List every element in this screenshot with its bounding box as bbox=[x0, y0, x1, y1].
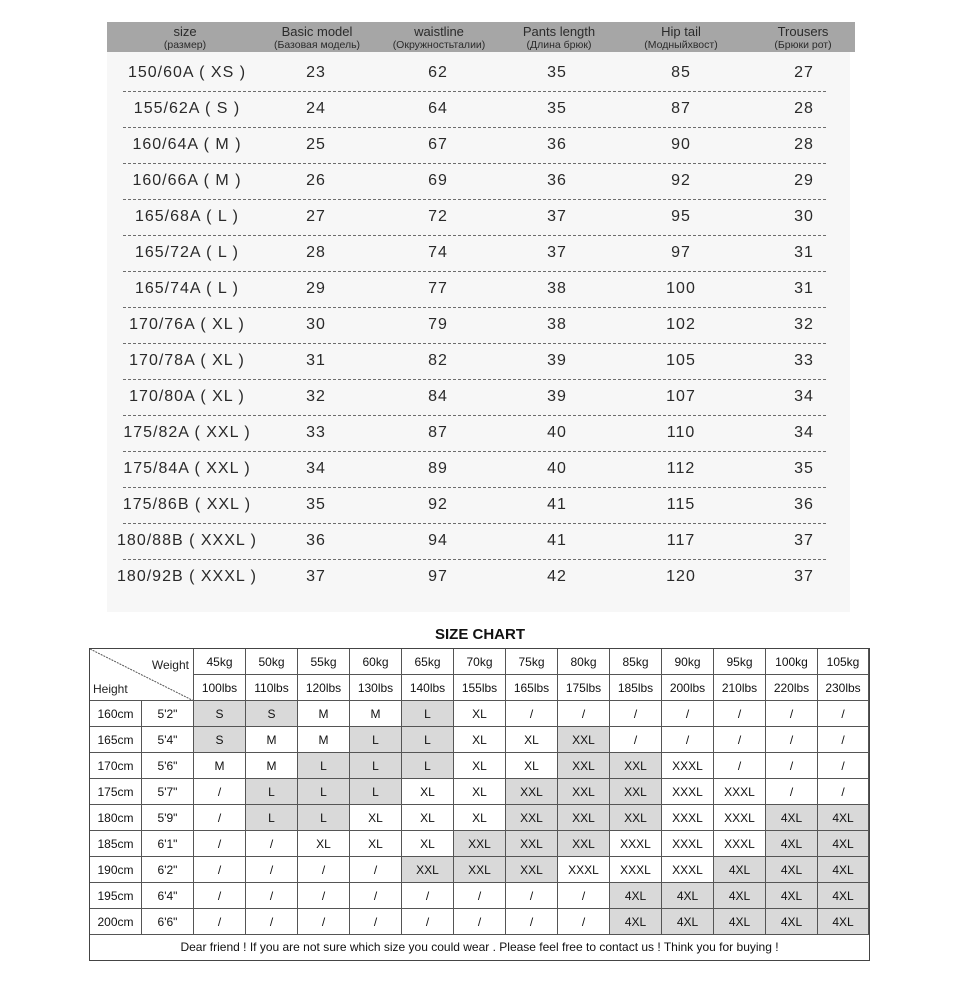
height-ft-label: 5'4" bbox=[142, 727, 194, 753]
table-cell: 82 bbox=[428, 352, 448, 369]
table-cell: 37 bbox=[547, 208, 567, 225]
size-cell: 4XL bbox=[766, 883, 818, 909]
size-cell: L bbox=[350, 753, 402, 779]
table-cell: 29 bbox=[306, 280, 326, 297]
size-cell: / bbox=[558, 701, 610, 727]
weight-lbs-header: 165lbs bbox=[506, 675, 558, 701]
table-cell: 36 bbox=[794, 496, 814, 513]
size-cell: M bbox=[246, 727, 298, 753]
table-row bbox=[107, 380, 850, 416]
size-cell: XXL bbox=[558, 779, 610, 805]
table-cell: 90 bbox=[671, 136, 691, 153]
size-cell: XL bbox=[298, 831, 350, 857]
size-chart-grid bbox=[89, 648, 870, 961]
size-cell: XXL bbox=[402, 857, 454, 883]
size-cell: XL bbox=[506, 727, 558, 753]
size-cell: 4XL bbox=[610, 883, 662, 909]
height-cm-label: 175cm bbox=[90, 779, 142, 805]
height-cm-label: 165cm bbox=[90, 727, 142, 753]
height-cm-label: 180cm bbox=[90, 805, 142, 831]
table-cell: 37 bbox=[306, 568, 326, 585]
column-header bbox=[130, 23, 240, 51]
size-cell: / bbox=[454, 909, 506, 935]
table-cell: 31 bbox=[794, 244, 814, 261]
weight-lbs-header: 175lbs bbox=[558, 675, 610, 701]
table-cell: 92 bbox=[671, 172, 691, 189]
table-cell: 72 bbox=[428, 208, 448, 225]
weight-lbs-header: 100lbs bbox=[194, 675, 246, 701]
weight-lbs-header: 220lbs bbox=[766, 675, 818, 701]
size-cell: 4XL bbox=[714, 883, 766, 909]
table-cell: 94 bbox=[428, 532, 448, 549]
table-row bbox=[107, 128, 850, 164]
size-cell: XXL bbox=[454, 857, 506, 883]
size-cell: L bbox=[402, 727, 454, 753]
size-cell: XXXL bbox=[714, 805, 766, 831]
size-cell: XXL bbox=[558, 831, 610, 857]
table-row bbox=[107, 344, 850, 380]
size-cell: / bbox=[766, 779, 818, 805]
table-cell: 95 bbox=[671, 208, 691, 225]
table-row bbox=[107, 56, 850, 92]
table-cell: 27 bbox=[794, 64, 814, 81]
size-cell: L bbox=[246, 805, 298, 831]
table-row bbox=[107, 524, 850, 560]
table-cell: 41 bbox=[547, 496, 567, 513]
weight-kg-header: 90kg bbox=[662, 649, 714, 675]
table-cell: 165/68A ( L ) bbox=[134, 208, 240, 225]
column-header-subtitle: (размер) bbox=[163, 39, 207, 51]
table-cell: 175/82A ( XXL ) bbox=[123, 424, 251, 441]
table-row bbox=[107, 416, 850, 452]
table-cell: 87 bbox=[671, 100, 691, 117]
column-header-subtitle: (Окружностьталии) bbox=[392, 39, 486, 51]
size-cell: XXL bbox=[610, 779, 662, 805]
table-cell: 165/72A ( L ) bbox=[134, 244, 240, 261]
size-cell: / bbox=[714, 727, 766, 753]
column-header-label: size bbox=[173, 24, 197, 39]
height-cm-label: 185cm bbox=[90, 831, 142, 857]
height-ft-label: 6'1" bbox=[142, 831, 194, 857]
size-cell: XXL bbox=[558, 753, 610, 779]
size-cell: XXXL bbox=[662, 831, 714, 857]
table-cell: 31 bbox=[306, 352, 326, 369]
table-cell: 64 bbox=[428, 100, 448, 117]
size-cell: XXXL bbox=[662, 857, 714, 883]
size-cell: / bbox=[298, 909, 350, 935]
table-cell: 37 bbox=[547, 244, 567, 261]
table-cell: 77 bbox=[428, 280, 448, 297]
table-row bbox=[107, 452, 850, 488]
size-cell: / bbox=[194, 909, 246, 935]
table-cell: 170/76A ( XL ) bbox=[129, 316, 245, 333]
size-cell: / bbox=[506, 701, 558, 727]
table-cell: 92 bbox=[428, 496, 448, 513]
table-cell: 150/60A ( XS ) bbox=[127, 64, 247, 81]
table-cell: 105 bbox=[666, 352, 696, 369]
height-cm-label: 195cm bbox=[90, 883, 142, 909]
table-cell: 102 bbox=[666, 316, 696, 333]
size-cell: 4XL bbox=[662, 909, 714, 935]
weight-kg-header: 70kg bbox=[454, 649, 506, 675]
table-cell: 39 bbox=[547, 388, 567, 405]
table-cell: 112 bbox=[666, 460, 696, 477]
size-cell: XXL bbox=[506, 779, 558, 805]
size-cell: 4XL bbox=[766, 805, 818, 831]
size-cell: / bbox=[350, 857, 402, 883]
table-cell: 79 bbox=[428, 316, 448, 333]
size-cell: M bbox=[298, 701, 350, 727]
size-cell: 4XL bbox=[766, 857, 818, 883]
height-ft-label: 5'2" bbox=[142, 701, 194, 727]
size-cell: 4XL bbox=[714, 857, 766, 883]
size-cell: L bbox=[246, 779, 298, 805]
column-header-label: Trousers bbox=[777, 24, 829, 39]
column-header bbox=[379, 23, 499, 51]
table-cell: 120 bbox=[666, 568, 696, 585]
height-ft-label: 5'6" bbox=[142, 753, 194, 779]
table-row bbox=[107, 236, 850, 272]
column-header-subtitle: (Брюки рот) bbox=[774, 39, 832, 51]
size-cell: / bbox=[194, 831, 246, 857]
table-cell: 84 bbox=[428, 388, 448, 405]
size-cell: / bbox=[402, 909, 454, 935]
table-cell: 180/88B ( XXXL ) bbox=[117, 532, 257, 549]
height-cm-label: 190cm bbox=[90, 857, 142, 883]
height-cm-label: 170cm bbox=[90, 753, 142, 779]
size-cell: / bbox=[766, 753, 818, 779]
size-cell: XXXL bbox=[662, 779, 714, 805]
size-cell: XL bbox=[454, 779, 506, 805]
table-cell: 26 bbox=[306, 172, 326, 189]
size-cell: L bbox=[402, 701, 454, 727]
size-cell: / bbox=[558, 909, 610, 935]
table-cell: 67 bbox=[428, 136, 448, 153]
table-cell: 89 bbox=[428, 460, 448, 477]
size-cell: XXXL bbox=[558, 857, 610, 883]
table-cell: 62 bbox=[428, 64, 448, 81]
weight-kg-header: 75kg bbox=[506, 649, 558, 675]
size-cell: 4XL bbox=[818, 909, 869, 935]
height-ft-label: 6'4" bbox=[142, 883, 194, 909]
table-cell: 34 bbox=[794, 424, 814, 441]
table-cell: 27 bbox=[306, 208, 326, 225]
table-cell: 37 bbox=[794, 568, 814, 585]
size-cell: XXXL bbox=[610, 831, 662, 857]
table-cell: 160/64A ( M ) bbox=[132, 136, 242, 153]
size-chart-title: SIZE CHART bbox=[435, 626, 525, 643]
weight-axis-label: Weight bbox=[151, 658, 189, 672]
size-cell: L bbox=[350, 779, 402, 805]
table-cell: 25 bbox=[306, 136, 326, 153]
height-axis-label: Height bbox=[93, 682, 128, 696]
column-header bbox=[257, 23, 377, 51]
table-cell: 117 bbox=[666, 532, 696, 549]
size-cell: / bbox=[246, 831, 298, 857]
table-cell: 35 bbox=[306, 496, 326, 513]
table-cell: 85 bbox=[671, 64, 691, 81]
table-cell: 175/86B ( XXL ) bbox=[122, 496, 252, 513]
weight-lbs-header: 110lbs bbox=[246, 675, 298, 701]
column-header-subtitle: (Модныйхвост) bbox=[644, 39, 718, 51]
weight-lbs-header: 120lbs bbox=[298, 675, 350, 701]
table-cell: 33 bbox=[306, 424, 326, 441]
size-cell: L bbox=[298, 805, 350, 831]
table-cell: 97 bbox=[671, 244, 691, 261]
table-cell: 107 bbox=[666, 388, 696, 405]
table-cell: 97 bbox=[428, 568, 448, 585]
size-cell: XXL bbox=[558, 805, 610, 831]
weight-kg-header: 45kg bbox=[194, 649, 246, 675]
size-cell: L bbox=[350, 727, 402, 753]
table-cell: 35 bbox=[794, 460, 814, 477]
contact-note: Dear friend ! If you are not sure which size you could wear . Please feel free to contact us ! Think you for buying ! bbox=[180, 940, 779, 954]
table-cell: 42 bbox=[547, 568, 567, 585]
weight-kg-header: 60kg bbox=[350, 649, 402, 675]
size-cell: / bbox=[818, 727, 869, 753]
table-cell: 40 bbox=[547, 460, 567, 477]
table-cell: 38 bbox=[547, 316, 567, 333]
table-cell: 36 bbox=[547, 172, 567, 189]
table-cell: 41 bbox=[547, 532, 567, 549]
weight-kg-header: 50kg bbox=[246, 649, 298, 675]
size-cell: S bbox=[194, 727, 246, 753]
weight-kg-header: 100kg bbox=[766, 649, 818, 675]
column-header bbox=[499, 23, 619, 51]
size-cell: XXL bbox=[610, 805, 662, 831]
size-cell: 4XL bbox=[766, 909, 818, 935]
weight-kg-header: 85kg bbox=[610, 649, 662, 675]
weight-lbs-header: 200lbs bbox=[662, 675, 714, 701]
table-cell: 115 bbox=[666, 496, 696, 513]
table-cell: 30 bbox=[794, 208, 814, 225]
size-cell: XXL bbox=[558, 727, 610, 753]
table-cell: 175/84A ( XXL ) bbox=[123, 460, 251, 477]
size-cell: / bbox=[298, 857, 350, 883]
size-cell: / bbox=[558, 883, 610, 909]
size-cell: XL bbox=[454, 701, 506, 727]
size-cell: XL bbox=[454, 805, 506, 831]
size-cell: M bbox=[194, 753, 246, 779]
size-cell: XL bbox=[350, 805, 402, 831]
table-cell: 35 bbox=[547, 64, 567, 81]
size-cell: 4XL bbox=[714, 909, 766, 935]
size-cell: / bbox=[350, 883, 402, 909]
size-cell: XXXL bbox=[662, 753, 714, 779]
size-cell: XL bbox=[454, 727, 506, 753]
table-cell: 23 bbox=[306, 64, 326, 81]
height-ft-label: 5'9" bbox=[142, 805, 194, 831]
table-cell: 28 bbox=[794, 136, 814, 153]
size-table-header bbox=[107, 22, 855, 52]
column-header-subtitle: (Длина брюк) bbox=[526, 39, 592, 51]
size-cell: XXL bbox=[454, 831, 506, 857]
size-measurement-table bbox=[107, 22, 850, 612]
table-cell: 100 bbox=[666, 280, 696, 297]
weight-lbs-header: 130lbs bbox=[350, 675, 402, 701]
size-cell: XL bbox=[402, 831, 454, 857]
table-cell: 32 bbox=[306, 388, 326, 405]
size-cell: M bbox=[350, 701, 402, 727]
size-cell: XXXL bbox=[662, 805, 714, 831]
column-header bbox=[621, 23, 741, 51]
height-ft-label: 6'2" bbox=[142, 857, 194, 883]
weight-lbs-header: 185lbs bbox=[610, 675, 662, 701]
size-cell: XXXL bbox=[714, 779, 766, 805]
table-cell: 28 bbox=[794, 100, 814, 117]
weight-kg-header: 80kg bbox=[558, 649, 610, 675]
size-cell: XL bbox=[506, 753, 558, 779]
table-cell: 170/78A ( XL ) bbox=[129, 352, 245, 369]
size-cell: 4XL bbox=[818, 857, 869, 883]
size-cell: / bbox=[246, 883, 298, 909]
table-cell: 40 bbox=[547, 424, 567, 441]
table-cell: 110 bbox=[666, 424, 696, 441]
size-cell: / bbox=[714, 753, 766, 779]
size-cell: XL bbox=[350, 831, 402, 857]
size-cell: / bbox=[194, 857, 246, 883]
weight-lbs-header: 155lbs bbox=[454, 675, 506, 701]
size-cell: 4XL bbox=[818, 883, 869, 909]
size-cell: / bbox=[818, 701, 869, 727]
size-cell: / bbox=[350, 909, 402, 935]
weight-lbs-header: 210lbs bbox=[714, 675, 766, 701]
table-cell: 38 bbox=[547, 280, 567, 297]
table-cell: 24 bbox=[306, 100, 326, 117]
size-cell: S bbox=[246, 701, 298, 727]
size-cell: 4XL bbox=[818, 805, 869, 831]
size-cell: 4XL bbox=[610, 909, 662, 935]
height-ft-label: 5'7" bbox=[142, 779, 194, 805]
size-cell: L bbox=[298, 753, 350, 779]
size-cell: / bbox=[298, 883, 350, 909]
size-cell: / bbox=[194, 883, 246, 909]
table-cell: 39 bbox=[547, 352, 567, 369]
size-cell: / bbox=[766, 701, 818, 727]
table-cell: 34 bbox=[306, 460, 326, 477]
size-cell: / bbox=[766, 727, 818, 753]
size-cell: / bbox=[714, 701, 766, 727]
table-row bbox=[107, 560, 850, 596]
size-cell: / bbox=[506, 883, 558, 909]
size-cell: XXXL bbox=[610, 857, 662, 883]
size-cell: XXL bbox=[506, 805, 558, 831]
weight-kg-header: 95kg bbox=[714, 649, 766, 675]
table-cell: 74 bbox=[428, 244, 448, 261]
weight-kg-header: 55kg bbox=[298, 649, 350, 675]
table-cell: 35 bbox=[547, 100, 567, 117]
size-cell: XL bbox=[454, 753, 506, 779]
table-cell: 34 bbox=[794, 388, 814, 405]
table-cell: 165/74A ( L ) bbox=[134, 280, 240, 297]
table-cell: 28 bbox=[306, 244, 326, 261]
size-cell: / bbox=[246, 857, 298, 883]
table-cell: 37 bbox=[794, 532, 814, 549]
size-cell: L bbox=[402, 753, 454, 779]
table-cell: 170/80A ( XL ) bbox=[129, 388, 245, 405]
table-cell: 33 bbox=[794, 352, 814, 369]
weight-kg-header: 65kg bbox=[402, 649, 454, 675]
size-cell: / bbox=[662, 727, 714, 753]
height-cm-label: 200cm bbox=[90, 909, 142, 935]
table-cell: 87 bbox=[428, 424, 448, 441]
size-cell: 4XL bbox=[662, 883, 714, 909]
column-header-label: waistline bbox=[414, 24, 464, 39]
size-cell: XL bbox=[402, 805, 454, 831]
size-cell: / bbox=[610, 727, 662, 753]
table-row bbox=[107, 92, 850, 128]
table-cell: 29 bbox=[794, 172, 814, 189]
column-header-label: Hip tail bbox=[661, 24, 701, 39]
table-cell: 30 bbox=[306, 316, 326, 333]
size-cell: 4XL bbox=[766, 831, 818, 857]
table-cell: 160/66A ( M ) bbox=[132, 172, 242, 189]
column-header-label: Pants length bbox=[522, 24, 596, 39]
table-cell: 36 bbox=[306, 532, 326, 549]
size-cell: XXL bbox=[506, 831, 558, 857]
height-cm-label: 160cm bbox=[90, 701, 142, 727]
size-cell: / bbox=[246, 909, 298, 935]
table-row bbox=[107, 488, 850, 524]
size-cell: M bbox=[298, 727, 350, 753]
size-cell: / bbox=[454, 883, 506, 909]
table-cell: 32 bbox=[794, 316, 814, 333]
table-cell: 31 bbox=[794, 280, 814, 297]
size-cell: L bbox=[298, 779, 350, 805]
size-cell: XXL bbox=[610, 753, 662, 779]
size-chart-corner bbox=[90, 649, 194, 701]
size-cell: / bbox=[194, 779, 246, 805]
size-cell: M bbox=[246, 753, 298, 779]
size-cell: S bbox=[194, 701, 246, 727]
size-cell: / bbox=[818, 753, 869, 779]
table-cell: 180/92B ( XXXL ) bbox=[117, 568, 257, 585]
size-cell: / bbox=[402, 883, 454, 909]
weight-kg-header: 105kg bbox=[818, 649, 869, 675]
table-cell: 36 bbox=[547, 136, 567, 153]
column-header-label: Basic model bbox=[281, 24, 353, 39]
table-cell: 155/62A ( S ) bbox=[133, 100, 241, 117]
size-cell: 4XL bbox=[818, 831, 869, 857]
weight-lbs-header: 230lbs bbox=[818, 675, 869, 701]
size-cell: / bbox=[610, 701, 662, 727]
size-cell: XXL bbox=[506, 857, 558, 883]
size-cell: / bbox=[506, 909, 558, 935]
table-cell: 69 bbox=[428, 172, 448, 189]
table-row bbox=[107, 308, 850, 344]
size-cell: XL bbox=[402, 779, 454, 805]
size-cell: / bbox=[818, 779, 869, 805]
weight-lbs-header: 140lbs bbox=[402, 675, 454, 701]
table-row bbox=[107, 272, 850, 308]
table-row bbox=[107, 164, 850, 200]
size-cell: XXXL bbox=[714, 831, 766, 857]
height-ft-label: 6'6" bbox=[142, 909, 194, 935]
column-header-subtitle: (Базовая модель) bbox=[273, 39, 361, 51]
size-cell: / bbox=[662, 701, 714, 727]
table-row bbox=[107, 200, 850, 236]
column-header bbox=[748, 23, 858, 51]
size-cell: / bbox=[194, 805, 246, 831]
